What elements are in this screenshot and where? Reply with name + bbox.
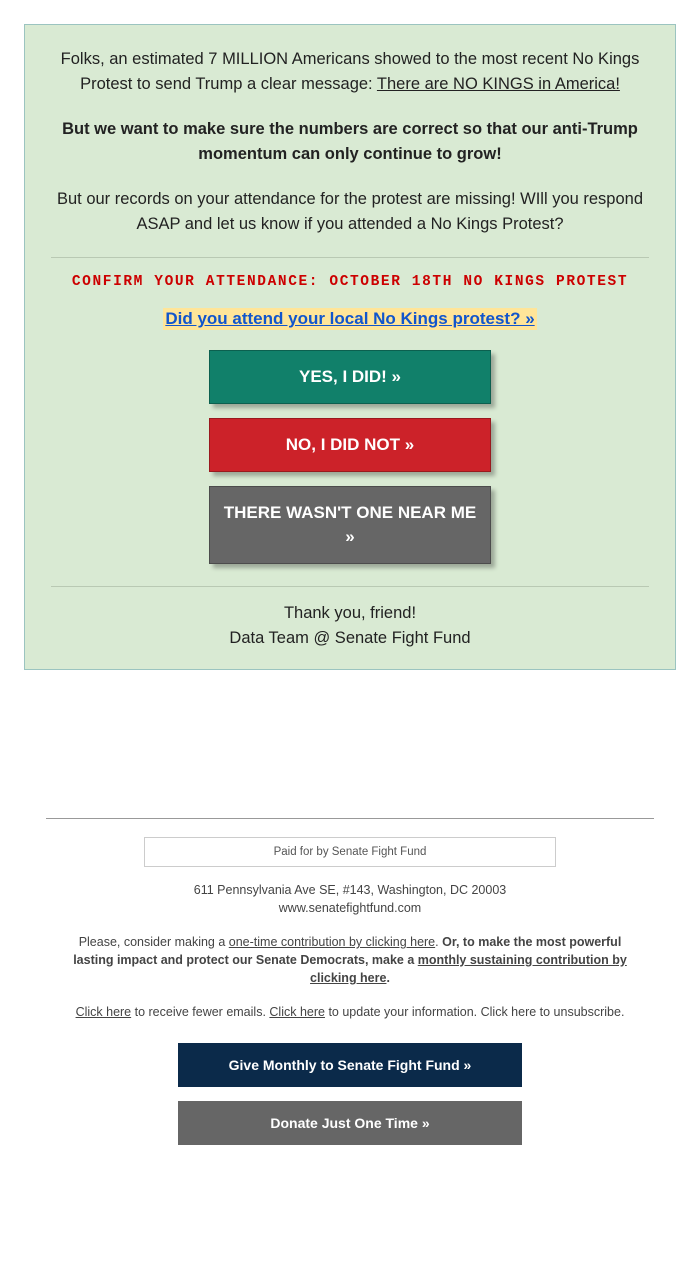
divider-bottom <box>51 586 649 587</box>
paid-for-disclaimer: Paid for by Senate Fight Fund <box>144 837 556 867</box>
attend-question-wrap <box>51 308 649 330</box>
intro-paragraph <box>51 47 649 97</box>
address-line-1: 611 Pennsylvania Ave SE, #143, Washington, DC 20003 <box>193 883 507 897</box>
signoff <box>51 601 649 651</box>
attend-question-link[interactable]: Did you attend your local No Kings protest? » <box>165 309 535 328</box>
monthly-contribution-link[interactable]: monthly sustaining contribution by clicking here <box>310 953 627 985</box>
signoff-thanks: Thank you, friend! <box>283 604 417 622</box>
org-address <box>24 881 676 917</box>
no-kings-message-link[interactable]: There are NO KINGS in America! <box>376 75 620 93</box>
email-footer <box>0 818 700 1145</box>
contribution-text <box>70 933 630 987</box>
no-i-did-not-button[interactable]: NO, I DID NOT » <box>209 418 491 472</box>
address-line-2: www.senatefightfund.com <box>278 901 422 915</box>
signoff-team: Data Team @ Senate Fight Fund <box>229 629 471 647</box>
prefs-part-1: to receive fewer emails. <box>131 1005 270 1019</box>
one-time-contribution-link[interactable]: one-time contribution by clicking here <box>228 935 436 949</box>
prefs-part-2: to update your information. Click here to unsubscribe. <box>324 1005 625 1019</box>
no-button-row <box>51 418 649 472</box>
momentum-paragraph: But we want to make sure the numbers are correct so that our anti-Trump momentum can only continue to grow! <box>62 120 638 163</box>
confirm-attendance-heading: CONFIRM YOUR ATTENDANCE: OCTOBER 18TH NO KINGS PROTEST <box>71 274 629 290</box>
fewer-emails-link[interactable]: Click here <box>75 1005 132 1019</box>
monthly-button-row <box>24 1043 676 1087</box>
records-paragraph: But our records on your attendance for the protest are missing! WIll you respond ASAP and let us know if you attended a No Kings Protest? <box>56 190 644 233</box>
contrib-part-2: . <box>435 935 443 949</box>
update-info-link[interactable]: Click here <box>269 1005 325 1019</box>
yes-i-did-button[interactable]: YES, I DID! » <box>209 350 491 404</box>
email-body-card <box>24 24 676 670</box>
contrib-bold-1: Or, to make the most powerful lasting impact and protect our Senate Democrats, make a <box>73 935 622 967</box>
footer-divider <box>46 818 654 819</box>
give-monthly-button[interactable]: Give Monthly to Senate Fight Fund » <box>178 1043 522 1087</box>
contrib-part-3: . <box>386 971 390 985</box>
divider-top <box>51 257 649 258</box>
no-protest-near-me-button[interactable]: THERE WASN'T ONE NEAR ME » <box>209 486 491 564</box>
email-page <box>0 24 700 1145</box>
one-time-button-row <box>24 1101 676 1145</box>
email-preferences-text <box>24 1003 676 1021</box>
yes-button-row <box>51 350 649 404</box>
none-button-row <box>51 486 649 564</box>
donate-one-time-button[interactable]: Donate Just One Time » <box>178 1101 522 1145</box>
intro-text: Folks, an estimated 7 MILLION Americans showed to the most recent No Kings Protest to send Trump a clear message: <box>60 50 640 93</box>
contrib-part-1: Please, consider making a <box>78 935 229 949</box>
